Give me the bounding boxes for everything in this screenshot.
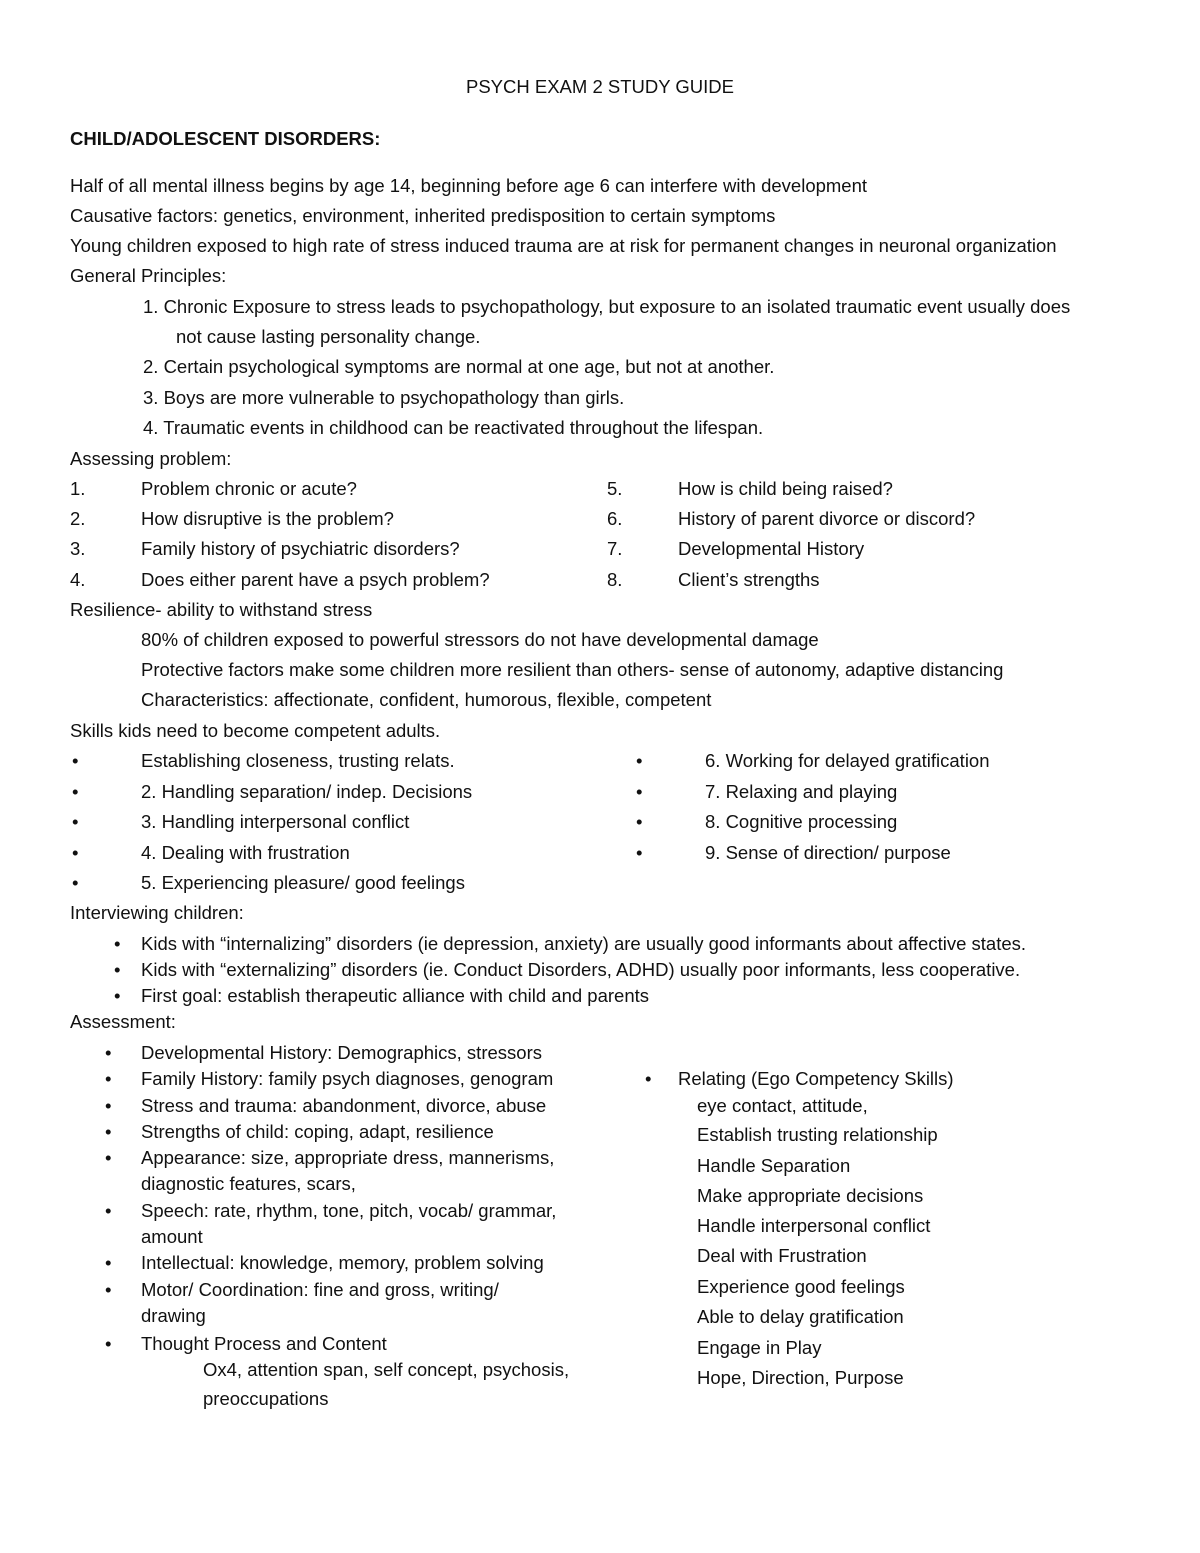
relating-item: Handle Separation [697, 1155, 851, 1176]
bullet-icon: • [72, 781, 79, 802]
relating-item: Make appropriate decisions [697, 1185, 924, 1206]
bullet-icon: • [636, 811, 643, 832]
relating-item: Engage in Play [697, 1337, 822, 1358]
intro-line: Young children exposed to high rate of stress induced trauma are at risk for permanent changes in neuronal organization [70, 235, 1057, 256]
assessing-number: 8. [607, 569, 623, 590]
assessment-item: Thought Process and Content [141, 1333, 387, 1354]
assessment-item: Appearance: size, appropriate dress, mannerisms, [141, 1147, 555, 1168]
bullet-icon: • [72, 750, 79, 771]
bullet-icon: • [636, 842, 643, 863]
relating-item: Hope, Direction, Purpose [697, 1367, 904, 1388]
general-principles-heading: General Principles: [70, 265, 227, 286]
skill-item: 5. Experiencing pleasure/ good feelings [141, 872, 465, 893]
assessing-number: 3. [70, 538, 86, 559]
bullet-icon: • [105, 1333, 112, 1354]
relating-item: eye contact, attitude, [697, 1095, 868, 1116]
principle-item: 2. Certain psychological symptoms are normal at one age, but not at another. [143, 356, 775, 377]
principle-item: 1. Chronic Exposure to stress leads to psychopathology, but exposure to an isolated traumatic event usually does [143, 296, 1071, 317]
intro-line: Causative factors: genetics, environment, inherited predisposition to certain symptoms [70, 205, 776, 226]
intro-line: Half of all mental illness begins by age 14, beginning before age 6 can interfere with development [70, 175, 868, 196]
interviewing-item: Kids with “externalizing” disorders (ie. Conduct Disorders, ADHD) usually poor informants, less cooperative. [141, 959, 1021, 980]
bullet-icon: • [105, 1200, 112, 1221]
assessment-item: Speech: rate, rhythm, tone, pitch, vocab/ grammar, [141, 1200, 557, 1221]
bullet-icon: • [114, 959, 121, 980]
assessment-item-continued: diagnostic features, scars, [141, 1173, 356, 1194]
assessing-item: Does either parent have a psych problem? [141, 569, 490, 590]
relating-heading: Relating (Ego Competency Skills) [678, 1068, 954, 1089]
bullet-icon: • [105, 1068, 112, 1089]
skill-item: 3. Handling interpersonal conflict [141, 811, 410, 832]
skill-item: 7. Relaxing and playing [705, 781, 898, 802]
assessing-heading: Assessing problem: [70, 448, 232, 469]
assessment-item: Intellectual: knowledge, memory, problem solving [141, 1252, 544, 1273]
assessing-item: Client’s strengths [678, 569, 820, 590]
assessment-item-continued: drawing [141, 1305, 206, 1326]
resilience-line: Characteristics: affectionate, confident, humorous, flexible, competent [141, 689, 712, 710]
assessment-subitem: Ox4, attention span, self concept, psychosis, [203, 1359, 570, 1380]
bullet-icon: • [636, 781, 643, 802]
skill-item: 9. Sense of direction/ purpose [705, 842, 951, 863]
interviewing-item: Kids with “internalizing” disorders (ie depression, anxiety) are usually good informants about affective states. [141, 933, 1027, 954]
bullet-icon: • [72, 872, 79, 893]
bullet-icon: • [105, 1095, 112, 1116]
relating-item: Experience good feelings [697, 1276, 905, 1297]
principle-item: 4. Traumatic events in childhood can be reactivated throughout the lifespan. [143, 417, 764, 438]
assessment-item-continued: amount [141, 1226, 203, 1247]
relating-item: Establish trusting relationship [697, 1124, 938, 1145]
assessing-number: 2. [70, 508, 86, 529]
assessing-item: Problem chronic or acute? [141, 478, 357, 499]
page-title: PSYCH EXAM 2 STUDY GUIDE [466, 76, 734, 97]
assessment-item: Stress and trauma: abandonment, divorce, abuse [141, 1095, 547, 1116]
bullet-icon: • [105, 1042, 112, 1063]
bullet-icon: • [72, 811, 79, 832]
relating-item: Deal with Frustration [697, 1245, 867, 1266]
assessing-item: How is child being raised? [678, 478, 893, 499]
bullet-icon: • [645, 1068, 652, 1089]
bullet-icon: • [105, 1147, 112, 1168]
relating-item: Handle interpersonal conflict [697, 1215, 931, 1236]
interviewing-item: First goal: establish therapeutic alliance with child and parents [141, 985, 650, 1006]
resilience-heading: Resilience- ability to withstand stress [70, 599, 373, 620]
assessing-item: Family history of psychiatric disorders? [141, 538, 460, 559]
assessing-number: 7. [607, 538, 623, 559]
bullet-icon: • [636, 750, 643, 771]
assessing-item: Developmental History [678, 538, 865, 559]
bullet-icon: • [72, 842, 79, 863]
assessing-item: History of parent divorce or discord? [678, 508, 976, 529]
bullet-icon: • [105, 1252, 112, 1273]
assessment-item: Developmental History: Demographics, stressors [141, 1042, 542, 1063]
assessment-subitem: preoccupations [203, 1388, 329, 1409]
assessing-number: 4. [70, 569, 86, 590]
skill-item: 2. Handling separation/ indep. Decisions [141, 781, 473, 802]
skill-item: Establishing closeness, trusting relats. [141, 750, 455, 771]
resilience-line: 80% of children exposed to powerful stressors do not have developmental damage [141, 629, 819, 650]
skill-item: 6. Working for delayed gratification [705, 750, 990, 771]
skill-item: 4. Dealing with frustration [141, 842, 350, 863]
principle-item-continued: not cause lasting personality change. [176, 326, 481, 347]
assessment-item: Strengths of child: coping, adapt, resilience [141, 1121, 494, 1142]
skill-item: 8. Cognitive processing [705, 811, 898, 832]
interviewing-heading: Interviewing children: [70, 902, 244, 923]
bullet-icon: • [114, 985, 121, 1006]
assessment-item: Family History: family psych diagnoses, genogram [141, 1068, 554, 1089]
section-heading: CHILD/ADOLESCENT DISORDERS: [70, 128, 381, 149]
bullet-icon: • [105, 1279, 112, 1300]
skills-heading: Skills kids need to become competent adults. [70, 720, 441, 741]
assessment-item: Motor/ Coordination: fine and gross, writing/ [141, 1279, 499, 1300]
resilience-line: Protective factors make some children more resilient than others- sense of autonomy, adaptive distancing [141, 659, 1004, 680]
assessing-number: 5. [607, 478, 623, 499]
assessing-number: 1. [70, 478, 86, 499]
relating-item: Able to delay gratification [697, 1306, 904, 1327]
principle-item: 3. Boys are more vulnerable to psychopathology than girls. [143, 387, 625, 408]
assessing-number: 6. [607, 508, 623, 529]
bullet-icon: • [114, 933, 121, 954]
bullet-icon: • [105, 1121, 112, 1142]
assessing-item: How disruptive is the problem? [141, 508, 394, 529]
assessment-heading: Assessment: [70, 1011, 176, 1032]
